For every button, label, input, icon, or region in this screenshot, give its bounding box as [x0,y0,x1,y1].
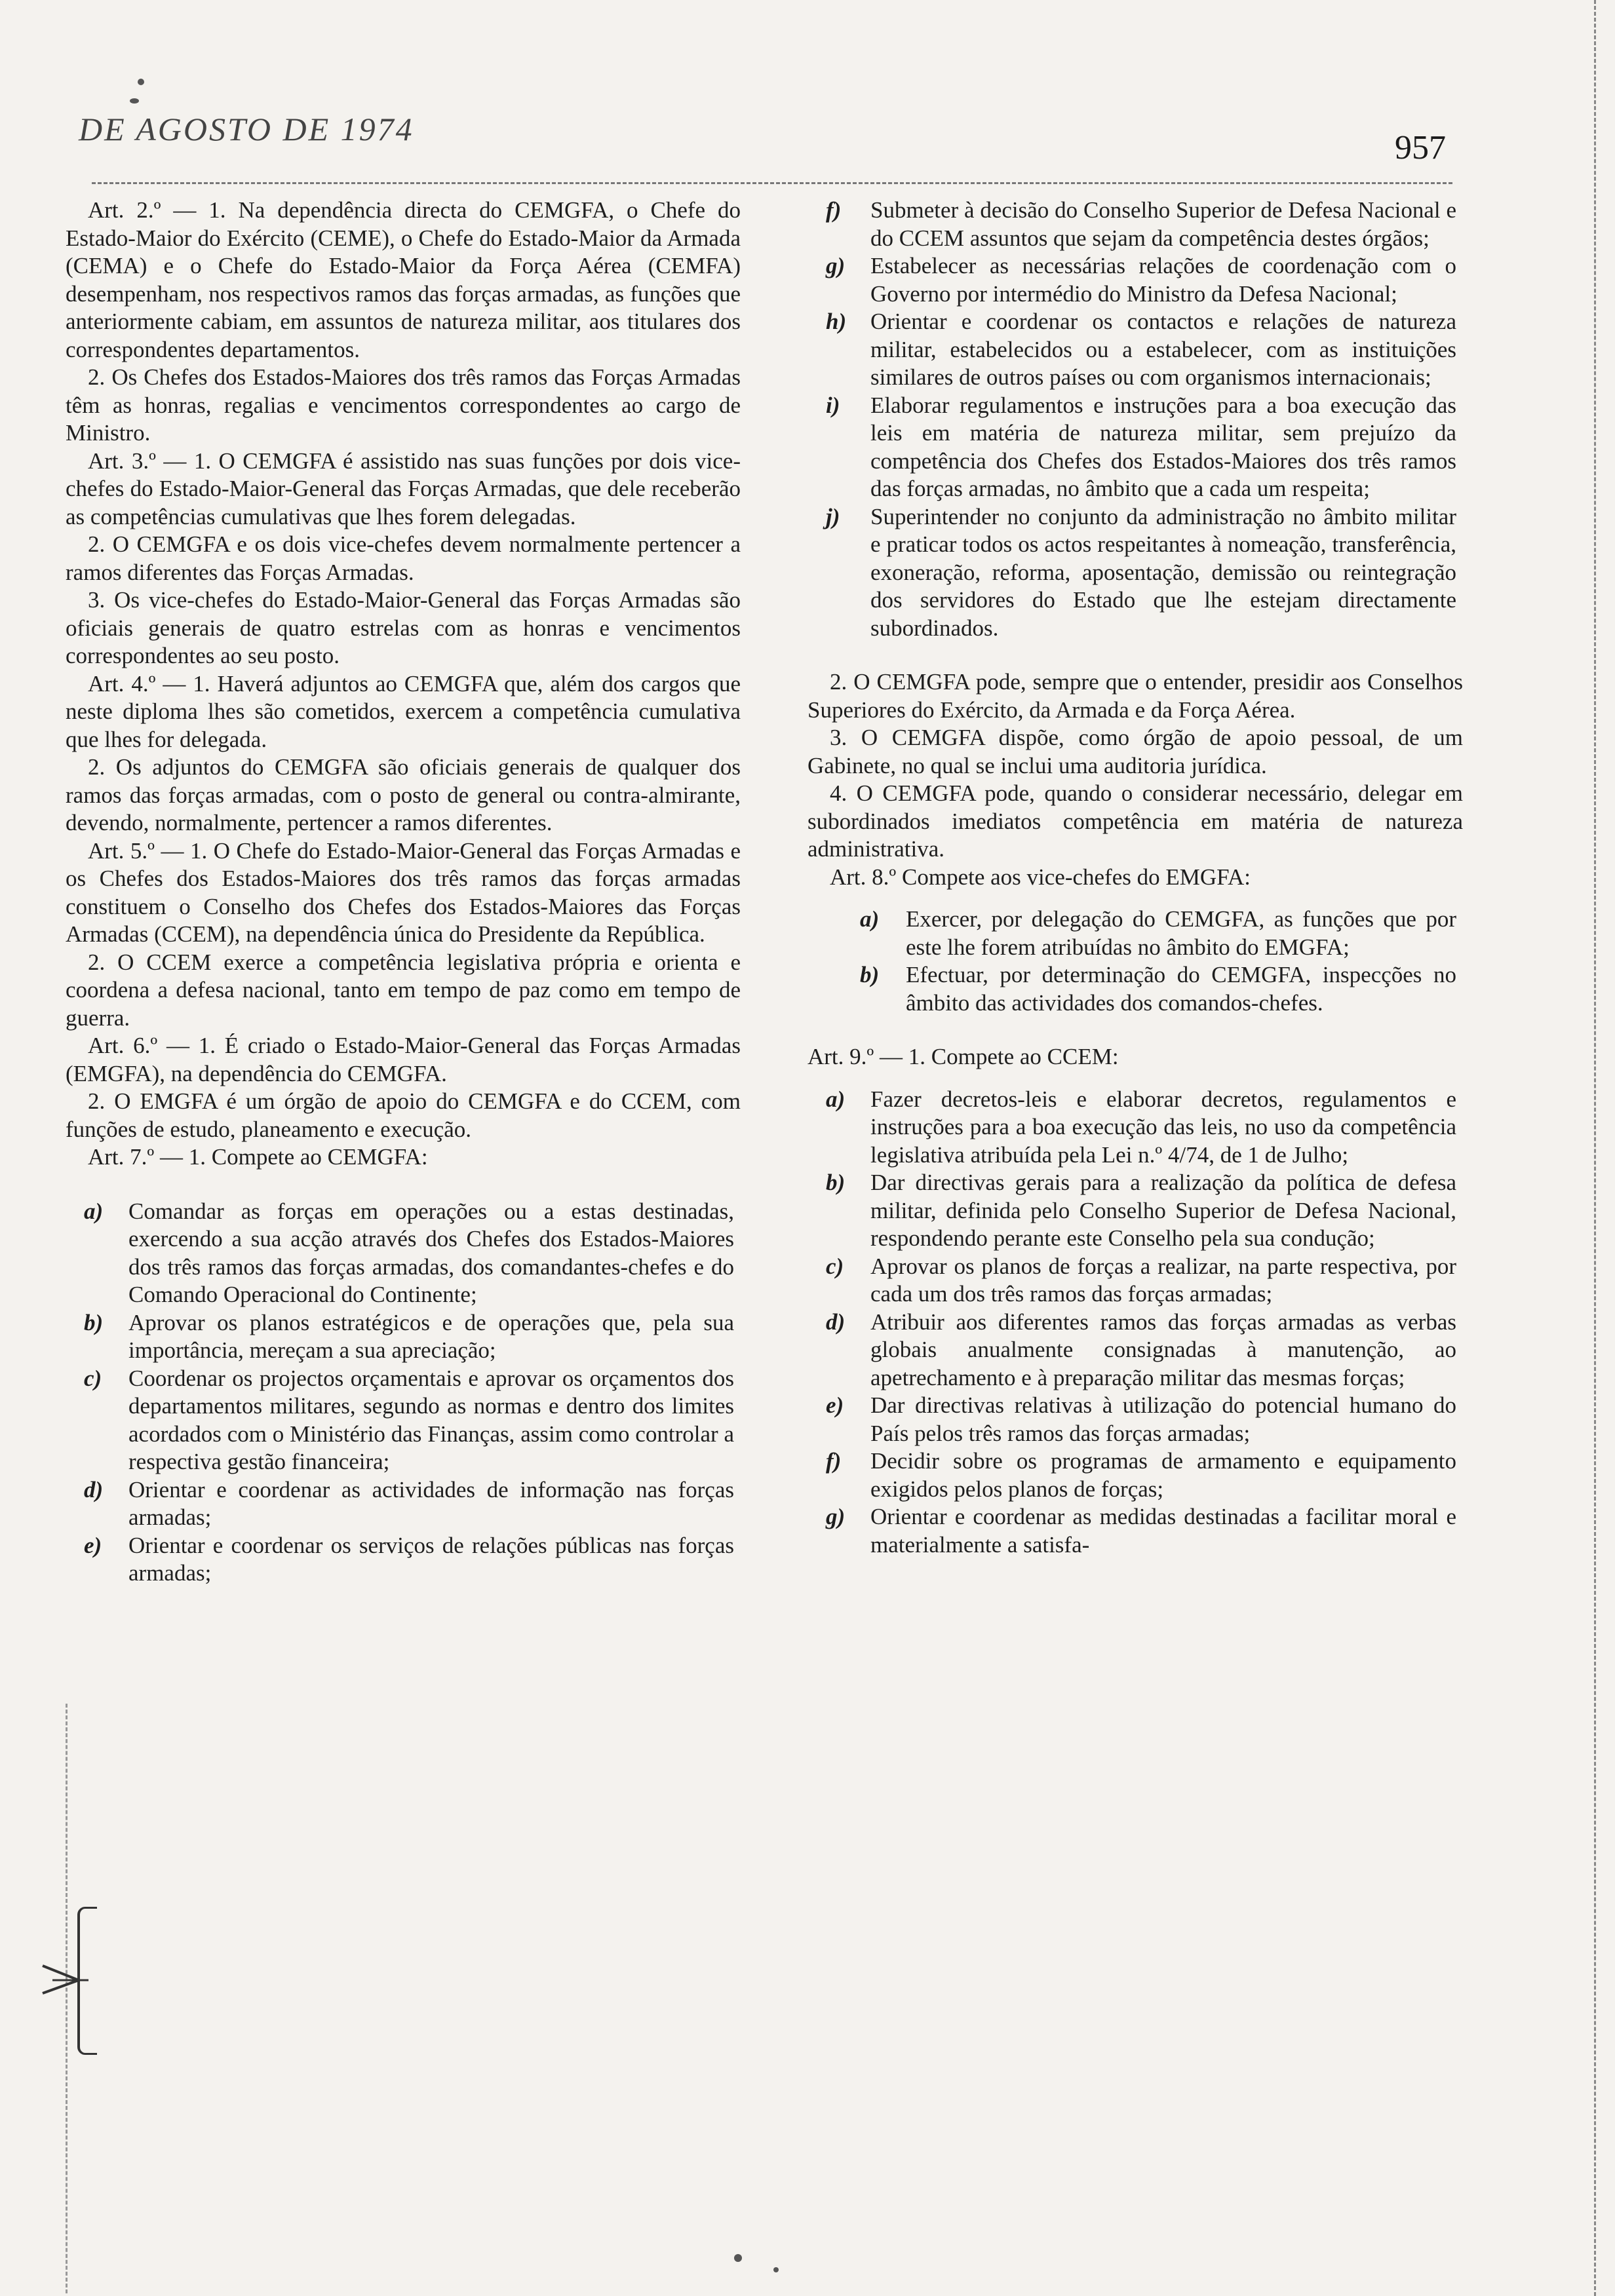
paragraph: 2. O CEMGFA pode, sempre que o entender, presidir aos Conselhos Superiores do Exército, da Armada e da Força Aérea. [808,669,1463,723]
item-letter: b) [860,962,880,987]
list-item [808,961,1463,1017]
vertical-gap [808,642,1463,668]
item-letter: i) [826,392,840,418]
list-item [808,1309,1463,1392]
list-item [66,1198,741,1309]
item-letter: d) [826,1309,846,1335]
paragraph: 2. O EMGFA é um órgão de apoio do CEMGFA e do CCEM, com funções de estudo, planeamento e execução. [66,1088,741,1142]
item-text: Dar directivas relativas à utilização do potencial humano do País pelos três ramos das forças armadas; [870,1392,1456,1446]
handwritten-arrow-icon [39,1959,92,1999]
list-item [808,1169,1463,1253]
item-text: Elaborar regulamentos e instruções para a boa execução das leis em matéria de natureza militar, sem prejuízo da competência dos Chefes dos Estados-Maiores dos três ramos das forças armadas, no âmbito que a cada um respeita; [870,392,1456,501]
article-paragraph: Art. 3.º — 1. O CEMGFA é assistido nas suas funções por dois vice-chefes do Estado-Maior-General das Forças Armadas, que dele receberão as competências cumulativas que lhes forem delegadas. [66,448,741,529]
enumerated-list [66,1198,741,1588]
item-letter: g) [826,1504,846,1529]
list-item [66,1365,741,1476]
enumerated-list [808,906,1463,1017]
paragraph: 3. Os vice-chefes do Estado-Maior-General das Forças Armadas são oficiais generais de quatro estrelas com as honras e vencimentos correspondentes ao seu posto. [66,587,741,668]
list-item [808,392,1463,503]
article-paragraph: Art. 8.º Compete aos vice-chefes do EMGFA: [830,864,1251,890]
item-letter: f) [826,197,842,223]
item-text: Exercer, por delegação do CEMGFA, as funções que por este lhe forem atribuídas no âmbito do EMGFA; [906,906,1456,960]
right-margin-perforation [1594,0,1596,2296]
item-letter: a) [84,1198,104,1224]
left-column [66,197,741,1588]
paragraph: 2. Os Chefes dos Estados-Maiores dos três ramos das Forças Armadas têm as honras, regalias e vencimentos correspondentes ao cargo de Ministro. [66,364,741,446]
list-item [808,1253,1463,1309]
list-item [808,1086,1463,1170]
item-text: Aprovar os planos estratégicos e de operações que, pela sua importância, mereçam a sua apreciação; [128,1309,734,1363]
list-item [808,906,1463,961]
item-text: Fazer decretos-leis e elaborar decretos, regulamentos e instruções para a boa execução das leis, no uso da competência legislativa atribuída pela Lei n.º 4/74, de 1 de Julho; [870,1086,1456,1168]
item-text: Orientar e coordenar as medidas destinadas a facilitar moral e materialmente a satisfa- [870,1504,1456,1558]
article-paragraph: Art. 2.º — 1. Na dependência directa do CEMGFA, o Chefe do Estado-Maior do Exército (CEME), o Chefe do Estado-Maior da Armada (CEMA) e o Chefe do Estado-Maior da Força Aérea (CEMFA) desempenham, nos respectivos ramos das forças armadas, as funções que anteriormente cabiam, em assuntos de natureza militar, aos titulares dos correspondentes departamentos. [66,197,741,362]
print-speck [773,2267,779,2272]
right-column [808,197,1463,1559]
item-text: Decidir sobre os programas de armamento e equipamento exigidos pelos planos de forças; [870,1448,1456,1502]
enumerated-list [808,1086,1463,1559]
item-text: Superintender no conjunto da administração no âmbito militar e praticar todos os actos respeitantes à nomeação, transferência, exoneração, reforma, aposentação, demissão ou reintegração dos servidores do Estado que lhe estejam directamente subordinados. [870,503,1456,641]
list-item [808,197,1463,252]
item-text: Submeter à decisão do Conselho Superior de Defesa Nacional e do CCEM assuntos que sejam da competência destes órgãos; [870,197,1456,251]
paragraph: 4. O CEMGFA pode, quando o considerar necessário, delegar em subordinados imediatos competência em matéria de natureza administrativa. [808,780,1463,862]
item-letter: f) [826,1448,842,1474]
item-text: Orientar e coordenar os serviços de relações públicas nas forças armadas; [128,1532,734,1586]
item-letter: a) [826,1086,846,1112]
list-item [66,1476,741,1532]
list-item [808,252,1463,308]
item-text: Orientar e coordenar as actividades de informação nas forças armadas; [128,1476,734,1530]
vertical-spacer [808,891,1463,906]
vertical-gap [66,1172,741,1198]
item-letter: e) [826,1392,844,1418]
item-text: Comandar as forças em operações ou a estas destinadas, exercendo a sua acção através dos Chefes dos Estados-Maiores dos três ramos das forças armadas, dos comandantes-chefes e do Comando Operacional do Continente; [128,1198,734,1307]
paragraph: 2. O CCEM exerce a competência legislativa própria e orienta e coordena a defesa nacional, tanto em tempo de paz como em tempo de guerra. [66,949,741,1031]
article-paragraph: Art. 4.º — 1. Haverá adjuntos ao CEMGFA que, além dos cargos que neste diploma lhes são cometidos, exercem a competência cumulativa que lhes for delegada. [66,670,741,752]
list-item [66,1309,741,1365]
enumerated-list [808,197,1463,642]
item-text: Dar directivas gerais para a realização da política de defesa militar, definida pelo Conselho Superior de Defesa Nacional, respondendo perante este Conselho pela sua condução; [870,1170,1456,1251]
item-letter: c) [826,1253,844,1279]
item-letter: h) [826,309,847,334]
print-speck [734,2254,742,2262]
header-date: DE AGOSTO DE 1974 [79,111,414,147]
list-item [808,1503,1463,1559]
print-speck [138,79,144,85]
vertical-gap [808,1017,1463,1043]
list-item [66,1532,741,1588]
item-letter: a) [860,906,880,932]
item-letter: j) [826,503,840,529]
list-item [808,308,1463,392]
list-item [808,1392,1463,1447]
print-speck [130,98,139,104]
page-number: 957 [1395,129,1446,166]
article-paragraph: Art. 6.º — 1. É criado o Estado-Maior-General das Forças Armadas (EMGFA), na dependência do CEMGFA. [66,1033,741,1086]
item-text: Atribuir aos diferentes ramos das forças armadas as verbas globais anualmente consignadas à manutenção, ao apetrechamento e à preparação militar das mesmas forças; [870,1309,1456,1390]
list-item [808,503,1463,643]
paragraph: 2. Os adjuntos do CEMGFA são oficiais generais de qualquer dos ramos das forças armadas, com o posto de general ou contra-almirante, devendo, normalmente, pertencer a ramos diferentes. [66,754,741,835]
item-letter: c) [84,1365,102,1391]
paragraph: Art. 9.º — 1. Compete ao CCEM: [808,1044,1119,1069]
article-paragraph: Art. 7.º — 1. Compete ao CEMGFA: [88,1144,428,1170]
paragraph: 3. O CEMGFA dispõe, como órgão de apoio pessoal, de um Gabinete, no qual se inclui uma auditoria jurídica. [808,725,1463,778]
item-text: Estabelecer as necessárias relações de coordenação com o Governo por intermédio do Ministro da Defesa Nacional; [870,253,1456,307]
header-rule [92,182,1452,184]
item-text: Aprovar os planos de forças a realizar, na parte respectiva, por cada um dos três ramos das forças armadas; [870,1253,1456,1307]
item-letter: b) [84,1309,104,1335]
left-margin-perforation [66,1704,68,2293]
paragraph: 2. O CEMGFA e os dois vice-chefes devem normalmente pertencer a ramos diferentes das Forças Armadas. [66,531,741,585]
item-letter: e) [84,1532,102,1558]
article-paragraph: Art. 5.º — 1. O Chefe do Estado-Maior-General das Forças Armadas e os Chefes dos Estados-Maiores dos três ramos das forças armadas constituem o Conselho dos Chefes dos Estados-Maiores das Forças Armadas (CCEM), na dependência única do Presidente da República. [66,837,741,947]
item-text: Orientar e coordenar os contactos e relações de natureza militar, estabelecidos ou a estabelecer, com as instituições similares de outros países ou com organismos internacionais; [870,309,1456,390]
item-letter: g) [826,253,846,278]
item-text: Coordenar os projectos orçamentais e aprovar os orçamentos dos departamentos militares, segundo as normas e dentro dos limites acordados com o Ministério das Finanças, assim como controlar a respectiva gestão financeira; [128,1365,734,1474]
item-text: Efectuar, por determinação do CEMGFA, inspecções no âmbito das actividades dos comandos-chefes. [906,962,1456,1016]
item-letter: d) [84,1476,104,1502]
list-item [808,1447,1463,1503]
vertical-spacer [808,1071,1463,1086]
item-letter: b) [826,1170,846,1195]
